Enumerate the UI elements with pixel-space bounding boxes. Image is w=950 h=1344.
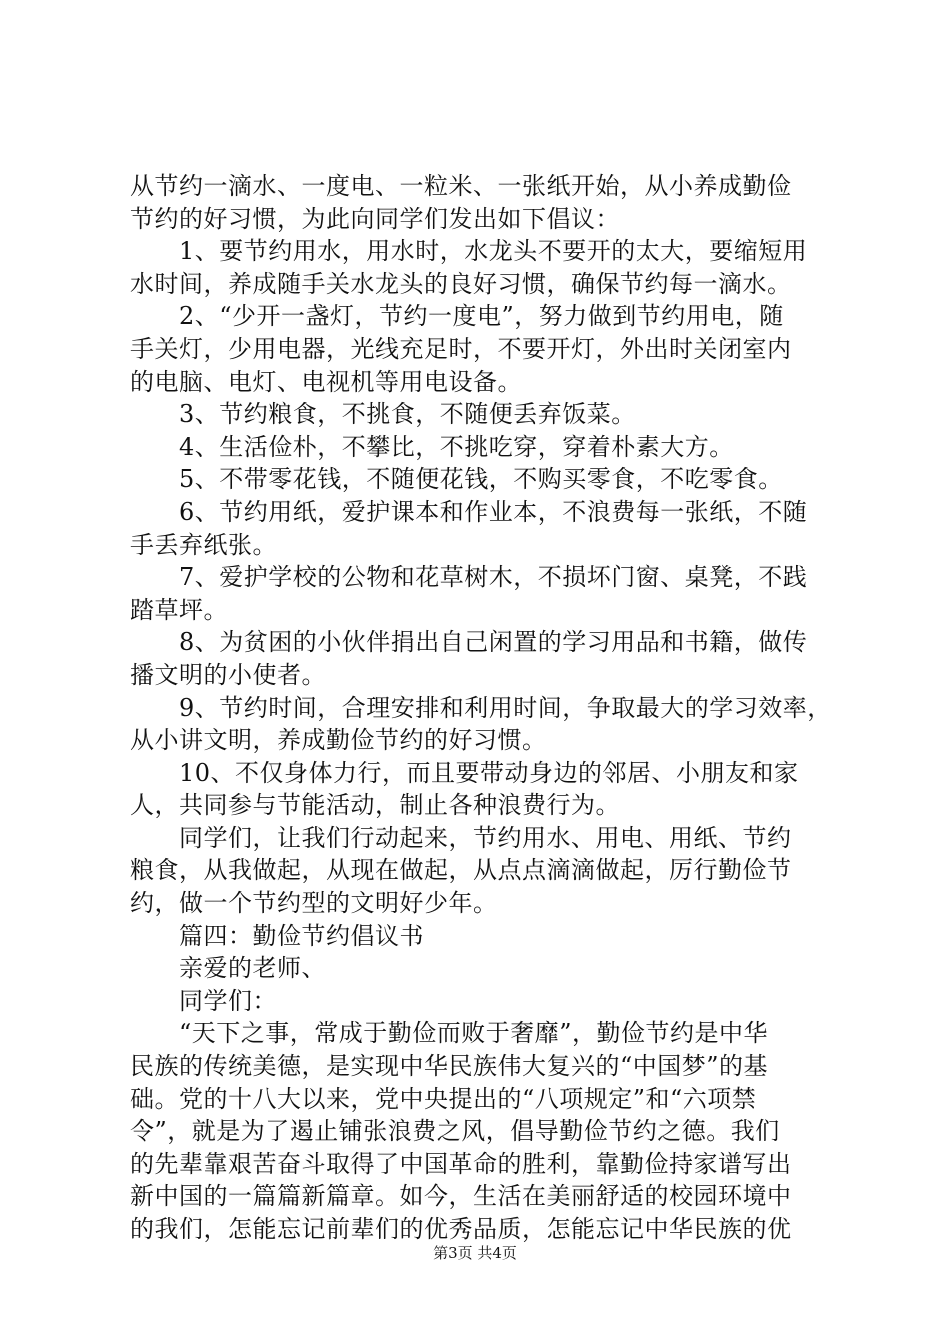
page-footer: 第3页 共4页 — [433, 1244, 517, 1262]
salutation-line: 亲爱的老师、 — [130, 954, 326, 983]
text-line: 础。党的十八大以来，党中央提出的“八项规定”和“六项禁 — [130, 1084, 757, 1113]
text-line: 8、为贫困的小伙伴捐出自己闲置的学习用品和书籍，做传 — [130, 628, 808, 657]
text-line: 7、爱护学校的公物和花草树木，不损坏门窗、桌凳，不践 — [130, 563, 808, 592]
text-line: 的我们，怎能忘记前辈们的优秀品质，怎能忘记中华民族的优 — [130, 1215, 792, 1243]
text-line: 新中国的一篇篇新篇章。如今，生活在美丽舒适的校园环境中 — [130, 1182, 792, 1211]
text-line: 手关灯，少用电器，光线充足时，不要开灯，外出时关闭室内 — [130, 334, 792, 363]
text-line: 民族的传统美德，是实现中华民族伟大复兴的“中国梦”的基 — [130, 1052, 769, 1081]
text-line: 10、不仅身体力行，而且要带动身边的邻居、小朋友和家 — [130, 758, 799, 787]
document-body — [130, 170, 830, 1246]
text-line: 6、节约用纸，爱护课本和作业本，不浪费每一张纸，不随 — [130, 497, 808, 526]
text-line: 5、不带零花钱，不随便花钱，不购买零食，不吃零食。 — [130, 465, 783, 494]
text-line: 的电脑、电灯、电视机等用电设备。 — [130, 367, 522, 396]
text-line: 粮食，从我做起，从现在做起，从点点滴滴做起，厉行勤俭节 — [130, 856, 792, 885]
text-line: “天下之事，常成于勤俭而败于奢靡”，勤俭节约是中华 — [130, 1019, 769, 1048]
text-line: 2、“少开一盏灯，节约一度电”，努力做到节约用电，随 — [130, 302, 784, 331]
text-line: 人，共同参与节能活动，制止各种浪费行为。 — [130, 791, 620, 820]
text-line: 同学们，让我们行动起来，节约用水、用电、用纸、节约 — [130, 823, 792, 852]
section-heading: 篇四：勤俭节约倡议书 — [130, 921, 424, 950]
text-line: 1、要节约用水，用水时，水龙头不要开的太大，要缩短用 — [130, 237, 808, 266]
text-line: 9、节约时间，合理安排和利用时间，争取最大的学习效率， — [130, 693, 832, 722]
text-line: 约，做一个节约型的文明好少年。 — [130, 889, 498, 918]
text-line: 4、生活俭朴，不攀比，不挑吃穿，穿着朴素大方。 — [130, 432, 734, 461]
text-line: 令”，就是为了遏止铺张浪费之风，倡导勤俭节约之德。我们 — [130, 1117, 780, 1146]
text-line: 节约的好习惯，为此向同学们发出如下倡议： — [130, 204, 620, 233]
text-line: 播文明的小使者。 — [130, 660, 326, 689]
salutation-line: 同学们： — [130, 986, 277, 1015]
text-line: 手丢弃纸张。 — [130, 530, 277, 559]
text-line: 3、节约粮食，不挑食，不随便丢弃饭菜。 — [130, 400, 636, 429]
text-line: 从节约一滴水、一度电、一粒米、一张纸开始，从小养成勤俭 — [130, 172, 792, 200]
text-line: 踏草坪。 — [130, 595, 228, 624]
text-line: 的先辈靠艰苦奋斗取得了中国革命的胜利，靠勤俭持家谱写出 — [130, 1149, 792, 1178]
text-line: 从小讲文明，养成勤俭节约的好习惯。 — [130, 726, 547, 755]
text-line: 水时间，养成随手关水龙头的良好习惯，确保节约每一滴水。 — [130, 269, 792, 298]
